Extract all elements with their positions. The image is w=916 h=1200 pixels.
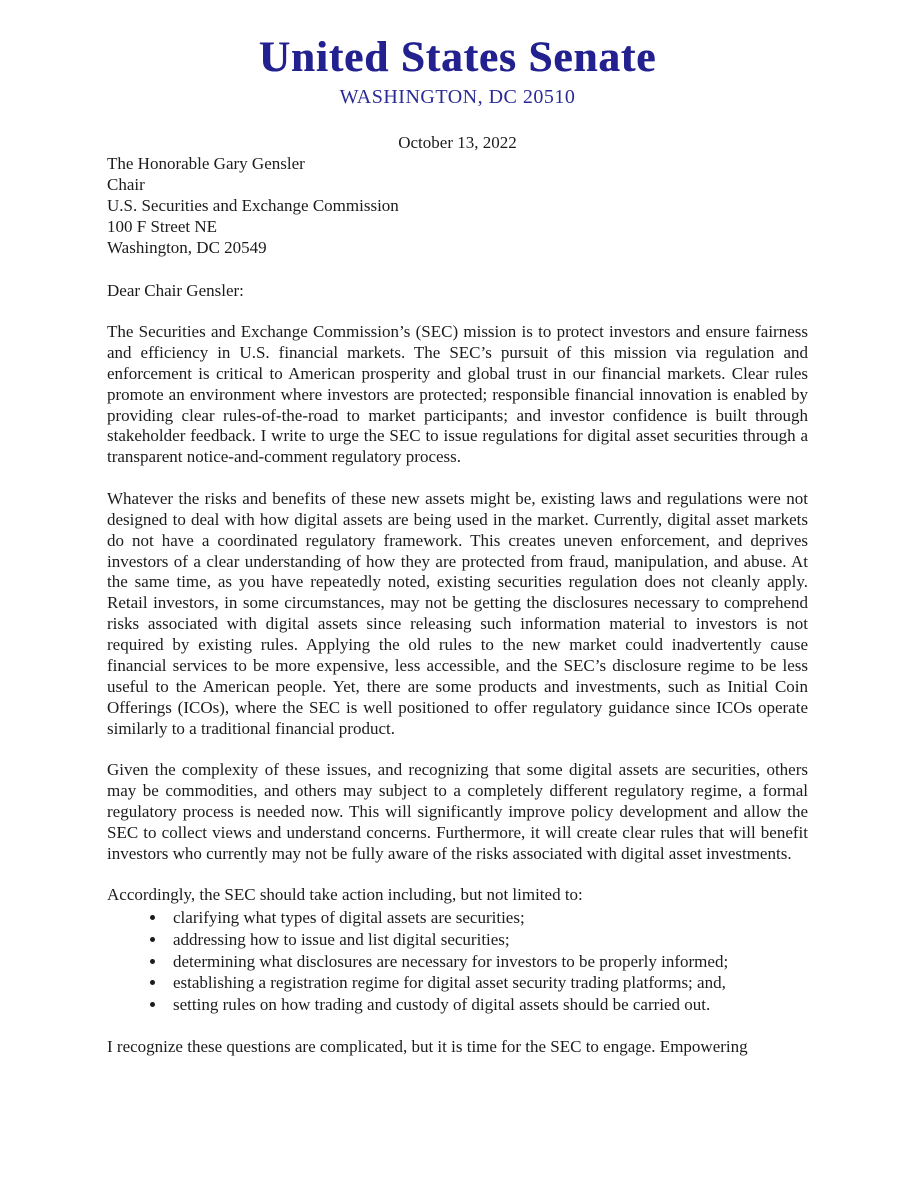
recipient-city: Washington, DC 20549 <box>107 237 267 257</box>
letter-date: October 13, 2022 <box>398 133 517 152</box>
recipient-title: Chair <box>107 174 145 194</box>
list-item-clarifying: • clarifying what types of digital assets are securities; <box>167 907 808 929</box>
list-item-setting-rules: • setting rules on how trading and custody of digital assets should be carried out. <box>167 994 808 1016</box>
list-item-establishing: • establishing a registration regime for digital asset security trading platforms; and, <box>167 972 808 994</box>
action-list <box>107 907 808 1016</box>
paragraph-sec-mission: The Securities and Exchange Commission’s (SEC) mission is to protect investors and ensure fairness and efficiency in U.S. financial markets. The SEC’s pursuit of this mission via regulation and enforcement is critical to American prosperity and global trust in our financial markets. Clear rules promote an environment where investors are protected; responsible financial innovation is enabled by providing clear rules-of-the-road to market participants; and investor confidence is built through stakeholder feedback. I write to urge the SEC to issue regulations for digital asset securities through a transparent notice-and-comment regulatory process. <box>107 321 808 467</box>
letterhead <box>107 34 808 109</box>
recipient-organization: U.S. Securities and Exchange Commission <box>107 195 399 215</box>
list-item-addressing: • addressing how to issue and list digital securities; <box>167 929 808 951</box>
action-list-intro: Accordingly, the SEC should take action including, but not limited to: <box>107 885 583 905</box>
list-item-determining: • determining what disclosures are necessary for investors to be properly informed; <box>167 951 808 973</box>
recipient-name: The Honorable Gary Gensler <box>107 154 305 173</box>
paragraph-regulatory-process: Given the complexity of these issues, and recognizing that some digital assets are securities, others may be commodities, and others may subject to a completely different regulatory regime, a formal regulatory process is needed now. This will significantly improve policy development and allow the SEC to collect views and understand concerns. Furthermore, it will create clear rules that will benefit investors who currently may not be fully aware of the risks associated with digital asset investments. <box>107 760 808 863</box>
senate-masthead-title: United States Senate <box>258 34 657 81</box>
recipient-street: 100 F Street NE <box>107 216 218 236</box>
recipient-address-block <box>107 154 808 259</box>
letterhead-address: WASHINGTON, DC 20510 <box>339 86 576 108</box>
salutation: Dear Chair Gensler: <box>107 280 244 300</box>
paragraph-existing-laws: Whatever the risks and benefits of these new assets might be, existing laws and regulations were not designed to deal with how digital assets are being used in the market. Currently, digital asset markets do not have a coordinated regulatory framework. This creates uneven enforcement, and deprives investors of a clear understanding of how they are protected from fraud, manipulation, and abuse. At the same time, as you have repeatedly noted, existing securities regulation does not cleanly apply. Retail investors, in some circumstances, may not be getting the disclosures necessary to comprehend risks associated with digital assets since releasing such information material to investors is not required by existing rules. Applying the old rules to the new market could inadvertently cause financial services to be more expensive, less accessible, and the SEC’s disclosure regime to be less useful to the American people. Yet, there are some products and investments, such as Initial Coin Offerings (ICOs), where the SEC is well positioned to offer regulatory guidance since ICOs operate similarly to a traditional financial product. <box>107 488 808 738</box>
paragraph-closing: I recognize these questions are complicated, but it is time for the SEC to engage. Empowering <box>107 1036 748 1056</box>
